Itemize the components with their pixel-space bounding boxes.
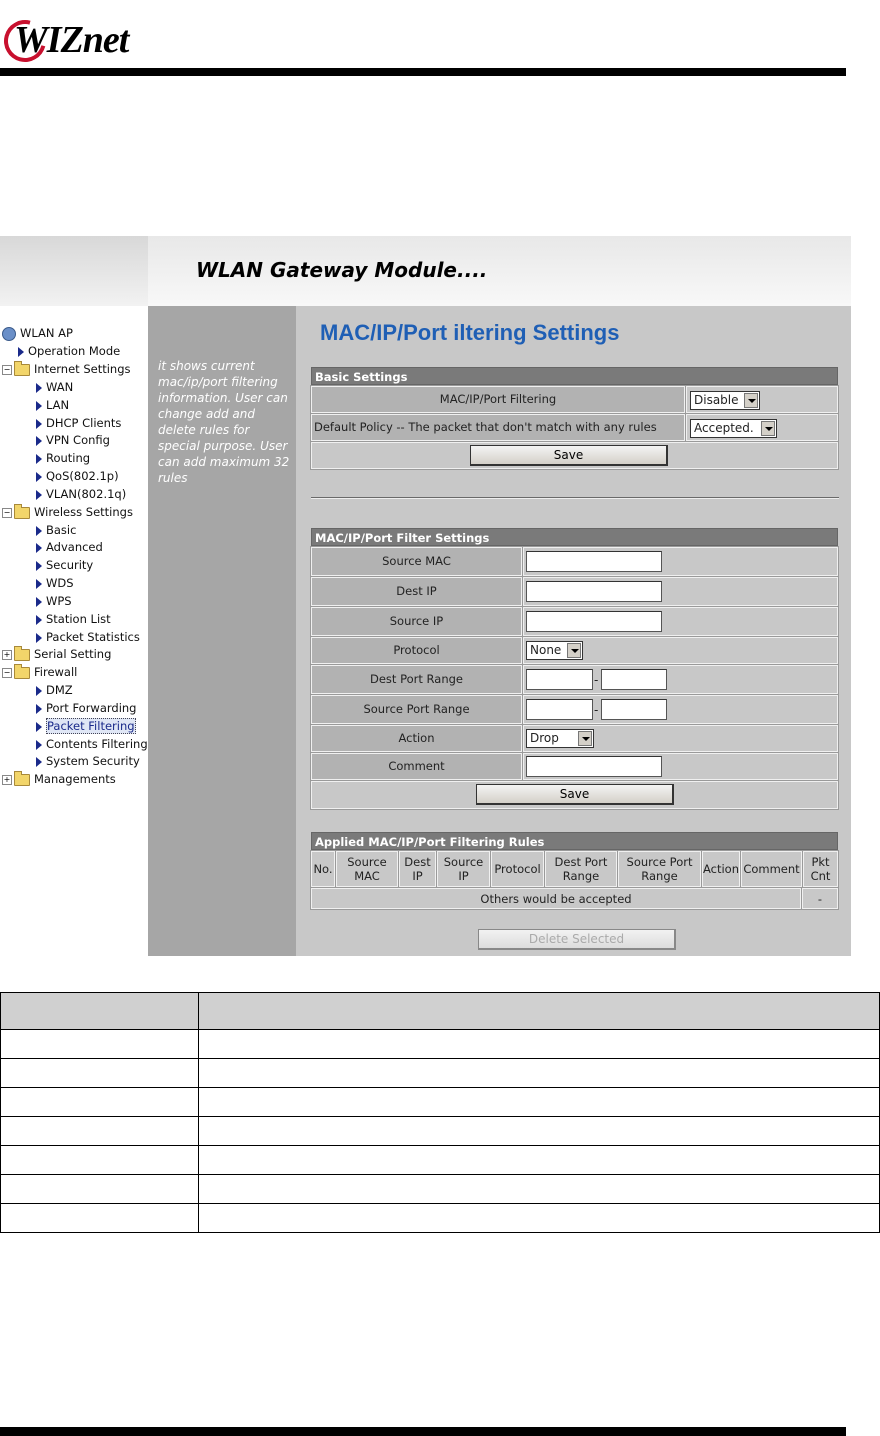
document-table-cell <box>199 1030 880 1059</box>
document-table-row <box>1 1088 880 1117</box>
chevron-down-icon <box>761 421 775 436</box>
nav-item-security[interactable]: Security <box>36 556 93 574</box>
page-arrow-icon <box>36 383 42 393</box>
action-select[interactable]: Drop <box>526 729 594 748</box>
document-table-cell <box>1 1146 199 1175</box>
source-ip-label: Source IP <box>311 607 522 636</box>
source-mac-input[interactable] <box>526 551 662 572</box>
nav-wireless-settings[interactable]: − Wireless Settings <box>3 505 133 519</box>
protocol-label: Protocol <box>311 637 522 664</box>
document-table-cell <box>199 1175 880 1204</box>
page-arrow-icon <box>36 722 42 732</box>
page-arrow-icon <box>36 597 42 607</box>
nav-item-routing[interactable]: Routing <box>36 449 90 467</box>
nav-root[interactable]: WLAN AP <box>2 324 73 342</box>
source-ip-input[interactable] <box>526 611 662 632</box>
filter-settings-header: MAC/IP/Port Filter Settings <box>311 528 838 546</box>
rules-header: Applied MAC/IP/Port Filtering Rules <box>311 832 838 850</box>
dest-ip-input[interactable] <box>526 581 662 602</box>
nav-serial-setting[interactable]: + Serial Setting <box>3 647 112 661</box>
source-mac-label: Source MAC <box>311 547 522 576</box>
page-title: MAC/IP/Port iltering Settings <box>320 320 620 345</box>
nav-item-contents-filtering[interactable]: Contents Filtering <box>36 735 148 753</box>
document-table-cell <box>199 993 880 1030</box>
dest-port-separator: - <box>594 673 599 687</box>
col-comment: Comment <box>741 851 802 887</box>
nav-item-wps[interactable]: WPS <box>36 592 72 610</box>
section-divider <box>311 497 839 499</box>
page-arrow-icon <box>36 579 42 589</box>
nav-item-vpn-config[interactable]: VPN Config <box>36 431 110 449</box>
nav-tree <box>0 306 148 956</box>
document-table-cell <box>199 1204 880 1233</box>
comment-label: Comment <box>311 753 522 780</box>
chevron-down-icon <box>744 393 758 408</box>
document-table-cell <box>1 1117 199 1146</box>
col-source-ip: Source IP <box>437 851 490 887</box>
help-text: it shows current mac/ip/port filtering information. User can change add and delete rules for special purpose. User can add maximum 32 rules <box>158 359 290 485</box>
col-source-mac: Source MAC <box>336 851 398 887</box>
nav-item-system-security[interactable]: System Security <box>36 752 140 770</box>
nav-item-wan[interactable]: WAN <box>36 378 73 396</box>
document-table-cell <box>199 1117 880 1146</box>
folder-icon <box>14 667 30 679</box>
col-no: No. <box>311 851 335 887</box>
document-table-row <box>1 1117 880 1146</box>
document-table-cell <box>1 1088 199 1117</box>
policy-select[interactable]: Accepted. <box>690 419 777 438</box>
document-table-cell <box>1 1204 199 1233</box>
page-arrow-icon <box>36 454 42 464</box>
nav-operation-mode[interactable]: Operation Mode <box>18 342 120 360</box>
document-table-row <box>1 1204 880 1233</box>
page-arrow-icon <box>36 472 42 482</box>
source-port-separator: - <box>594 703 599 717</box>
footer-rule <box>0 1427 846 1436</box>
basic-save-button[interactable]: Save <box>470 445 668 466</box>
nav-managements[interactable]: + Managements <box>3 772 116 786</box>
col-action: Action <box>702 851 740 887</box>
folder-icon <box>14 507 30 519</box>
document-table-row <box>1 1175 880 1204</box>
col-source-port-range: Source Port Range <box>618 851 701 887</box>
nav-item-port-forwarding[interactable]: Port Forwarding <box>36 699 136 717</box>
nav-item-basic[interactable]: Basic <box>36 521 76 539</box>
folder-icon <box>14 774 30 786</box>
document-table-cell <box>199 1146 880 1175</box>
others-row-count: - <box>802 888 838 909</box>
document-table-cell <box>199 1059 880 1088</box>
nav-item-dhcp-clients[interactable]: DHCP Clients <box>36 414 121 432</box>
main-content <box>296 306 851 956</box>
protocol-select[interactable]: None <box>526 641 583 660</box>
page-arrow-icon <box>36 526 42 536</box>
page-arrow-icon <box>18 347 24 357</box>
chevron-down-icon <box>567 643 581 658</box>
document-table-cell <box>1 1030 199 1059</box>
network-icon <box>2 327 16 341</box>
dest-port-range-label: Dest Port Range <box>311 665 522 694</box>
banner-left <box>0 236 148 306</box>
router-admin-screenshot <box>0 236 851 956</box>
basic-settings-header: Basic Settings <box>311 367 838 385</box>
source-port-to-input[interactable] <box>601 699 667 720</box>
banner <box>148 236 851 306</box>
col-protocol: Protocol <box>491 851 544 887</box>
page-arrow-icon <box>36 419 42 429</box>
help-panel <box>148 306 296 956</box>
page-arrow-icon <box>36 561 42 571</box>
col-pkt-cnt: Pkt Cnt <box>803 851 838 887</box>
nav-firewall[interactable]: − Firewall <box>3 665 78 679</box>
page-arrow-icon <box>36 490 42 500</box>
expand-icon[interactable]: + <box>3 649 11 659</box>
nav-item-lan[interactable]: LAN <box>36 396 69 414</box>
page-arrow-icon <box>36 633 42 643</box>
page-arrow-icon <box>36 436 42 446</box>
action-label: Action <box>311 725 522 752</box>
folder-icon <box>14 649 30 661</box>
document-table-cell <box>1 1175 199 1204</box>
expand-icon[interactable]: + <box>3 774 11 784</box>
document-table <box>0 992 880 1233</box>
filter-save-button[interactable]: Save <box>476 784 674 805</box>
collapse-icon[interactable]: − <box>3 507 11 517</box>
nav-item-packet-statistics[interactable]: Packet Statistics <box>36 628 140 646</box>
nav-item-advanced[interactable]: Advanced <box>36 538 103 556</box>
page-arrow-icon <box>36 615 42 625</box>
logo-text: WIZnet <box>14 19 129 61</box>
document-table-row <box>1 1146 880 1175</box>
document-table-header-row <box>1 993 880 1030</box>
page-arrow-icon <box>36 686 42 696</box>
dest-port-to-input[interactable] <box>601 669 667 690</box>
page-arrow-icon <box>36 757 42 767</box>
others-row-text: Others would be accepted <box>311 888 801 909</box>
document-table-cell <box>1 1059 199 1088</box>
nav-internet-settings[interactable]: − Internet Settings <box>3 362 131 376</box>
nav-item-dmz[interactable]: DMZ <box>36 681 73 699</box>
comment-input[interactable] <box>526 756 662 777</box>
nav-item-packet-filtering[interactable]: Packet Filtering <box>36 717 136 735</box>
page-arrow-icon <box>36 401 42 411</box>
document-table-row <box>1 1059 880 1088</box>
dest-ip-label: Dest IP <box>311 577 522 606</box>
nav-item-vlan[interactable]: VLAN(802.1q) <box>36 485 126 503</box>
page-arrow-icon <box>36 704 42 714</box>
filtering-label: MAC/IP/Port Filtering <box>311 386 685 413</box>
page-arrow-icon <box>36 543 42 553</box>
delete-selected-button[interactable]: Delete Selected <box>478 929 676 950</box>
chevron-down-icon <box>578 731 592 746</box>
source-port-range-label: Source Port Range <box>311 695 522 724</box>
collapse-icon[interactable]: − <box>3 364 11 374</box>
nav-item-station-list[interactable]: Station List <box>36 610 111 628</box>
source-port-from-input[interactable] <box>526 699 593 720</box>
collapse-icon[interactable]: − <box>3 667 11 677</box>
page-arrow-icon <box>36 740 42 750</box>
banner-title: WLAN Gateway Module.... <box>196 258 488 282</box>
filtering-select[interactable]: Disable <box>690 391 760 410</box>
nav-item-wds[interactable]: WDS <box>36 574 74 592</box>
col-dest-ip: Dest IP <box>399 851 436 887</box>
header-rule <box>0 68 846 76</box>
folder-icon <box>14 364 30 376</box>
document-table-cell <box>199 1088 880 1117</box>
col-dest-port-range: Dest Port Range <box>545 851 617 887</box>
nav-item-qos[interactable]: QoS(802.1p) <box>36 467 119 485</box>
document-table-cell <box>1 993 199 1030</box>
policy-label: Default Policy -- The packet that don't match with any rules <box>311 414 685 441</box>
dest-port-from-input[interactable] <box>526 669 593 690</box>
document-table-row <box>1 1030 880 1059</box>
